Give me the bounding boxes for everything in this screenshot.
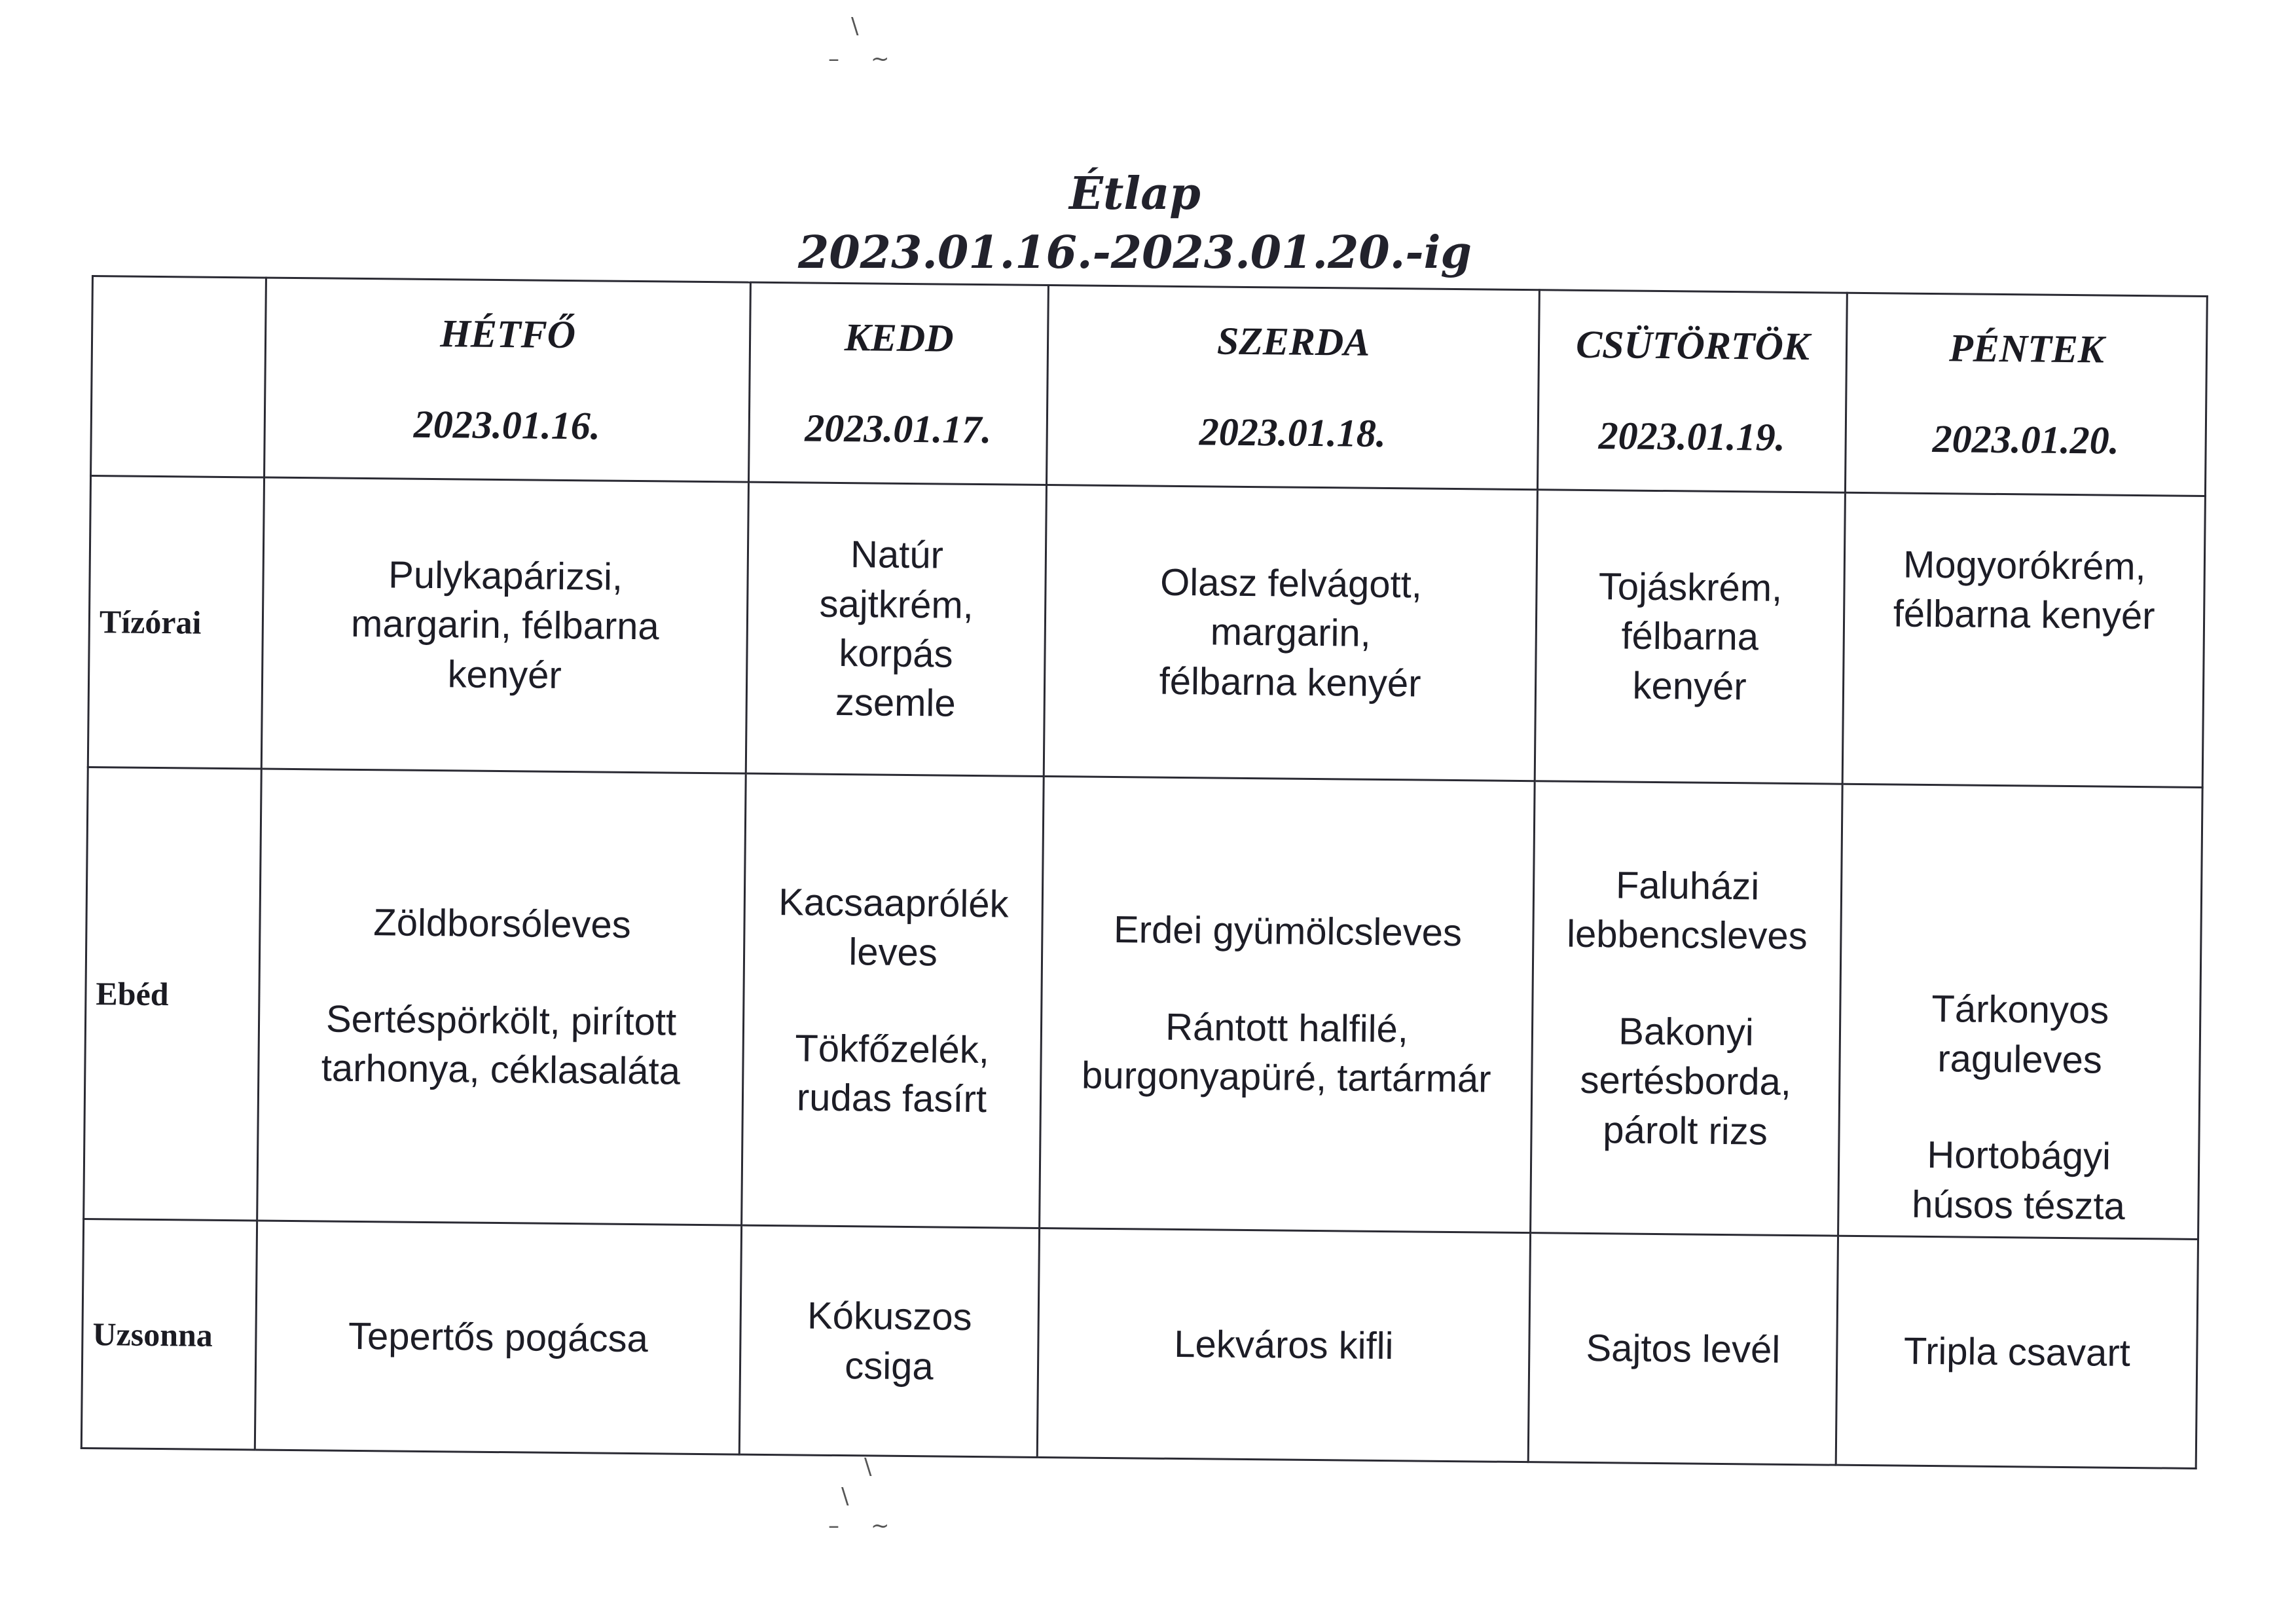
- menu-line: Tojáskrém,: [1598, 565, 1783, 610]
- day-header-monday: [264, 278, 751, 482]
- main-line: burgonyapüré, tartármár: [1081, 1054, 1491, 1101]
- meal-label: Tízórai: [88, 476, 264, 769]
- day-name: KEDD: [844, 316, 954, 360]
- main-line: párolt rizs: [1603, 1108, 1768, 1153]
- main-line: húsos tészta: [1911, 1183, 2126, 1228]
- day-header-wednesday: [1046, 286, 1539, 490]
- menu-cell: [746, 482, 1046, 776]
- scan-speck: \: [841, 1483, 849, 1509]
- corner-cell: [91, 276, 266, 478]
- menu-cell: [1037, 1228, 1530, 1462]
- menu-period: 2023.01.16.-2023.01.20.-ig: [798, 227, 1472, 279]
- day-name: CSÜTÖRTÖK: [1575, 322, 1810, 369]
- scan-speck: \: [864, 1454, 872, 1480]
- soup-line: Erdei gyümölcsleves: [1113, 908, 1463, 955]
- scan-speck: –: [828, 1513, 839, 1539]
- meal-row-ebed: [84, 767, 2202, 1239]
- menu-line: Natúr: [850, 533, 944, 577]
- menu-line: csiga: [845, 1344, 934, 1388]
- menu-cell: [739, 1225, 1039, 1457]
- menu-line: félbarna kenyér: [1893, 592, 2155, 638]
- soup-line: Kacsaaprólék: [778, 880, 1009, 926]
- menu-line: Pulykapárizsi,: [388, 553, 623, 599]
- menu-cell: [1535, 490, 1845, 784]
- menu-line: Tripla csavart: [1903, 1329, 2131, 1375]
- menu-line: korpás: [839, 631, 953, 676]
- day-name: SZERDA: [1216, 319, 1370, 364]
- menu-cell: [1842, 492, 2205, 787]
- menu-table-wrapper: [81, 275, 2206, 1467]
- meal-label: Uzsonna: [81, 1219, 257, 1450]
- menu-cell: [1838, 784, 2203, 1239]
- scan-speck: ~: [871, 46, 890, 72]
- menu-line: kenyér: [447, 652, 562, 697]
- menu-line: margarin,: [1210, 610, 1372, 655]
- meal-label: Ebéd: [84, 767, 262, 1221]
- main-line: rudas fasírt: [796, 1076, 987, 1121]
- day-name: PÉNTEK: [1948, 326, 2105, 371]
- menu-line: margarin, félbarna: [350, 602, 660, 648]
- soup-line: Zöldborsóleves: [373, 901, 631, 947]
- main-line: Tökfőzelék,: [795, 1026, 990, 1071]
- soup-line: Tárkonyos: [1931, 987, 2109, 1033]
- menu-cell: [257, 769, 746, 1225]
- scan-speck: \: [851, 13, 859, 39]
- day-header-friday: [1845, 293, 2207, 496]
- menu-table: [81, 275, 2208, 1469]
- menu-line: Sajtos levél: [1586, 1326, 1781, 1371]
- menu-cell: [1531, 781, 1843, 1236]
- menu-line: félbarna kenyér: [1159, 659, 1421, 705]
- menu-line: Lekváros kifli: [1173, 1322, 1394, 1367]
- menu-title: Étlap: [1069, 168, 1201, 220]
- soup-line: leves: [848, 931, 938, 974]
- meal-row-tizorai: [88, 476, 2205, 788]
- main-line: Hortobágyi: [1927, 1134, 2111, 1178]
- main-line: sertésborda,: [1580, 1059, 1792, 1104]
- day-header-tuesday: [749, 282, 1049, 485]
- menu-line: Tepertős pogácsa: [348, 1314, 649, 1361]
- menu-line: Kókuszos: [807, 1294, 972, 1339]
- menu-cell: [1044, 485, 1537, 781]
- soup-line: raguleves: [1937, 1037, 2103, 1082]
- menu-line: zsemle: [835, 681, 956, 726]
- scan-speck: ~: [871, 1513, 890, 1539]
- soup-line: Faluházi: [1615, 864, 1760, 908]
- soup-line: lebbencsleves: [1566, 913, 1808, 958]
- menu-line: félbarna: [1621, 614, 1759, 659]
- day-name: HÉTFŐ: [439, 312, 576, 357]
- menu-line: kenyér: [1632, 664, 1747, 708]
- menu-line: Mogyorókrém,: [1903, 543, 2147, 589]
- menu-cell: [255, 1221, 741, 1454]
- day-date: 2023.01.20.: [1932, 417, 2120, 462]
- menu-cell: [1040, 776, 1535, 1232]
- main-line: Bakonyi: [1618, 1010, 1754, 1054]
- menu-cell: [261, 477, 748, 773]
- main-line: tarhonya, céklasaláta: [321, 1046, 681, 1093]
- menu-line: Olasz felvágott,: [1159, 561, 1423, 606]
- day-header-thursday: [1537, 290, 1847, 492]
- day-date: 2023.01.16.: [413, 402, 601, 448]
- day-date: 2023.01.17.: [804, 406, 992, 452]
- main-line: Sertéspörkölt, pirított: [325, 997, 677, 1044]
- menu-cell: [1528, 1233, 1838, 1465]
- day-date: 2023.01.19.: [1598, 414, 1786, 459]
- meal-row-uzsonna: [81, 1219, 2198, 1468]
- day-date: 2023.01.18.: [1199, 410, 1387, 455]
- scan-speck: –: [828, 46, 839, 72]
- header-row: [91, 276, 2208, 496]
- main-line: Rántott halfilé,: [1165, 1005, 1409, 1051]
- menu-cell: [742, 773, 1044, 1228]
- menu-line: sajtkrém,: [819, 582, 974, 627]
- menu-cell: [1836, 1236, 2198, 1468]
